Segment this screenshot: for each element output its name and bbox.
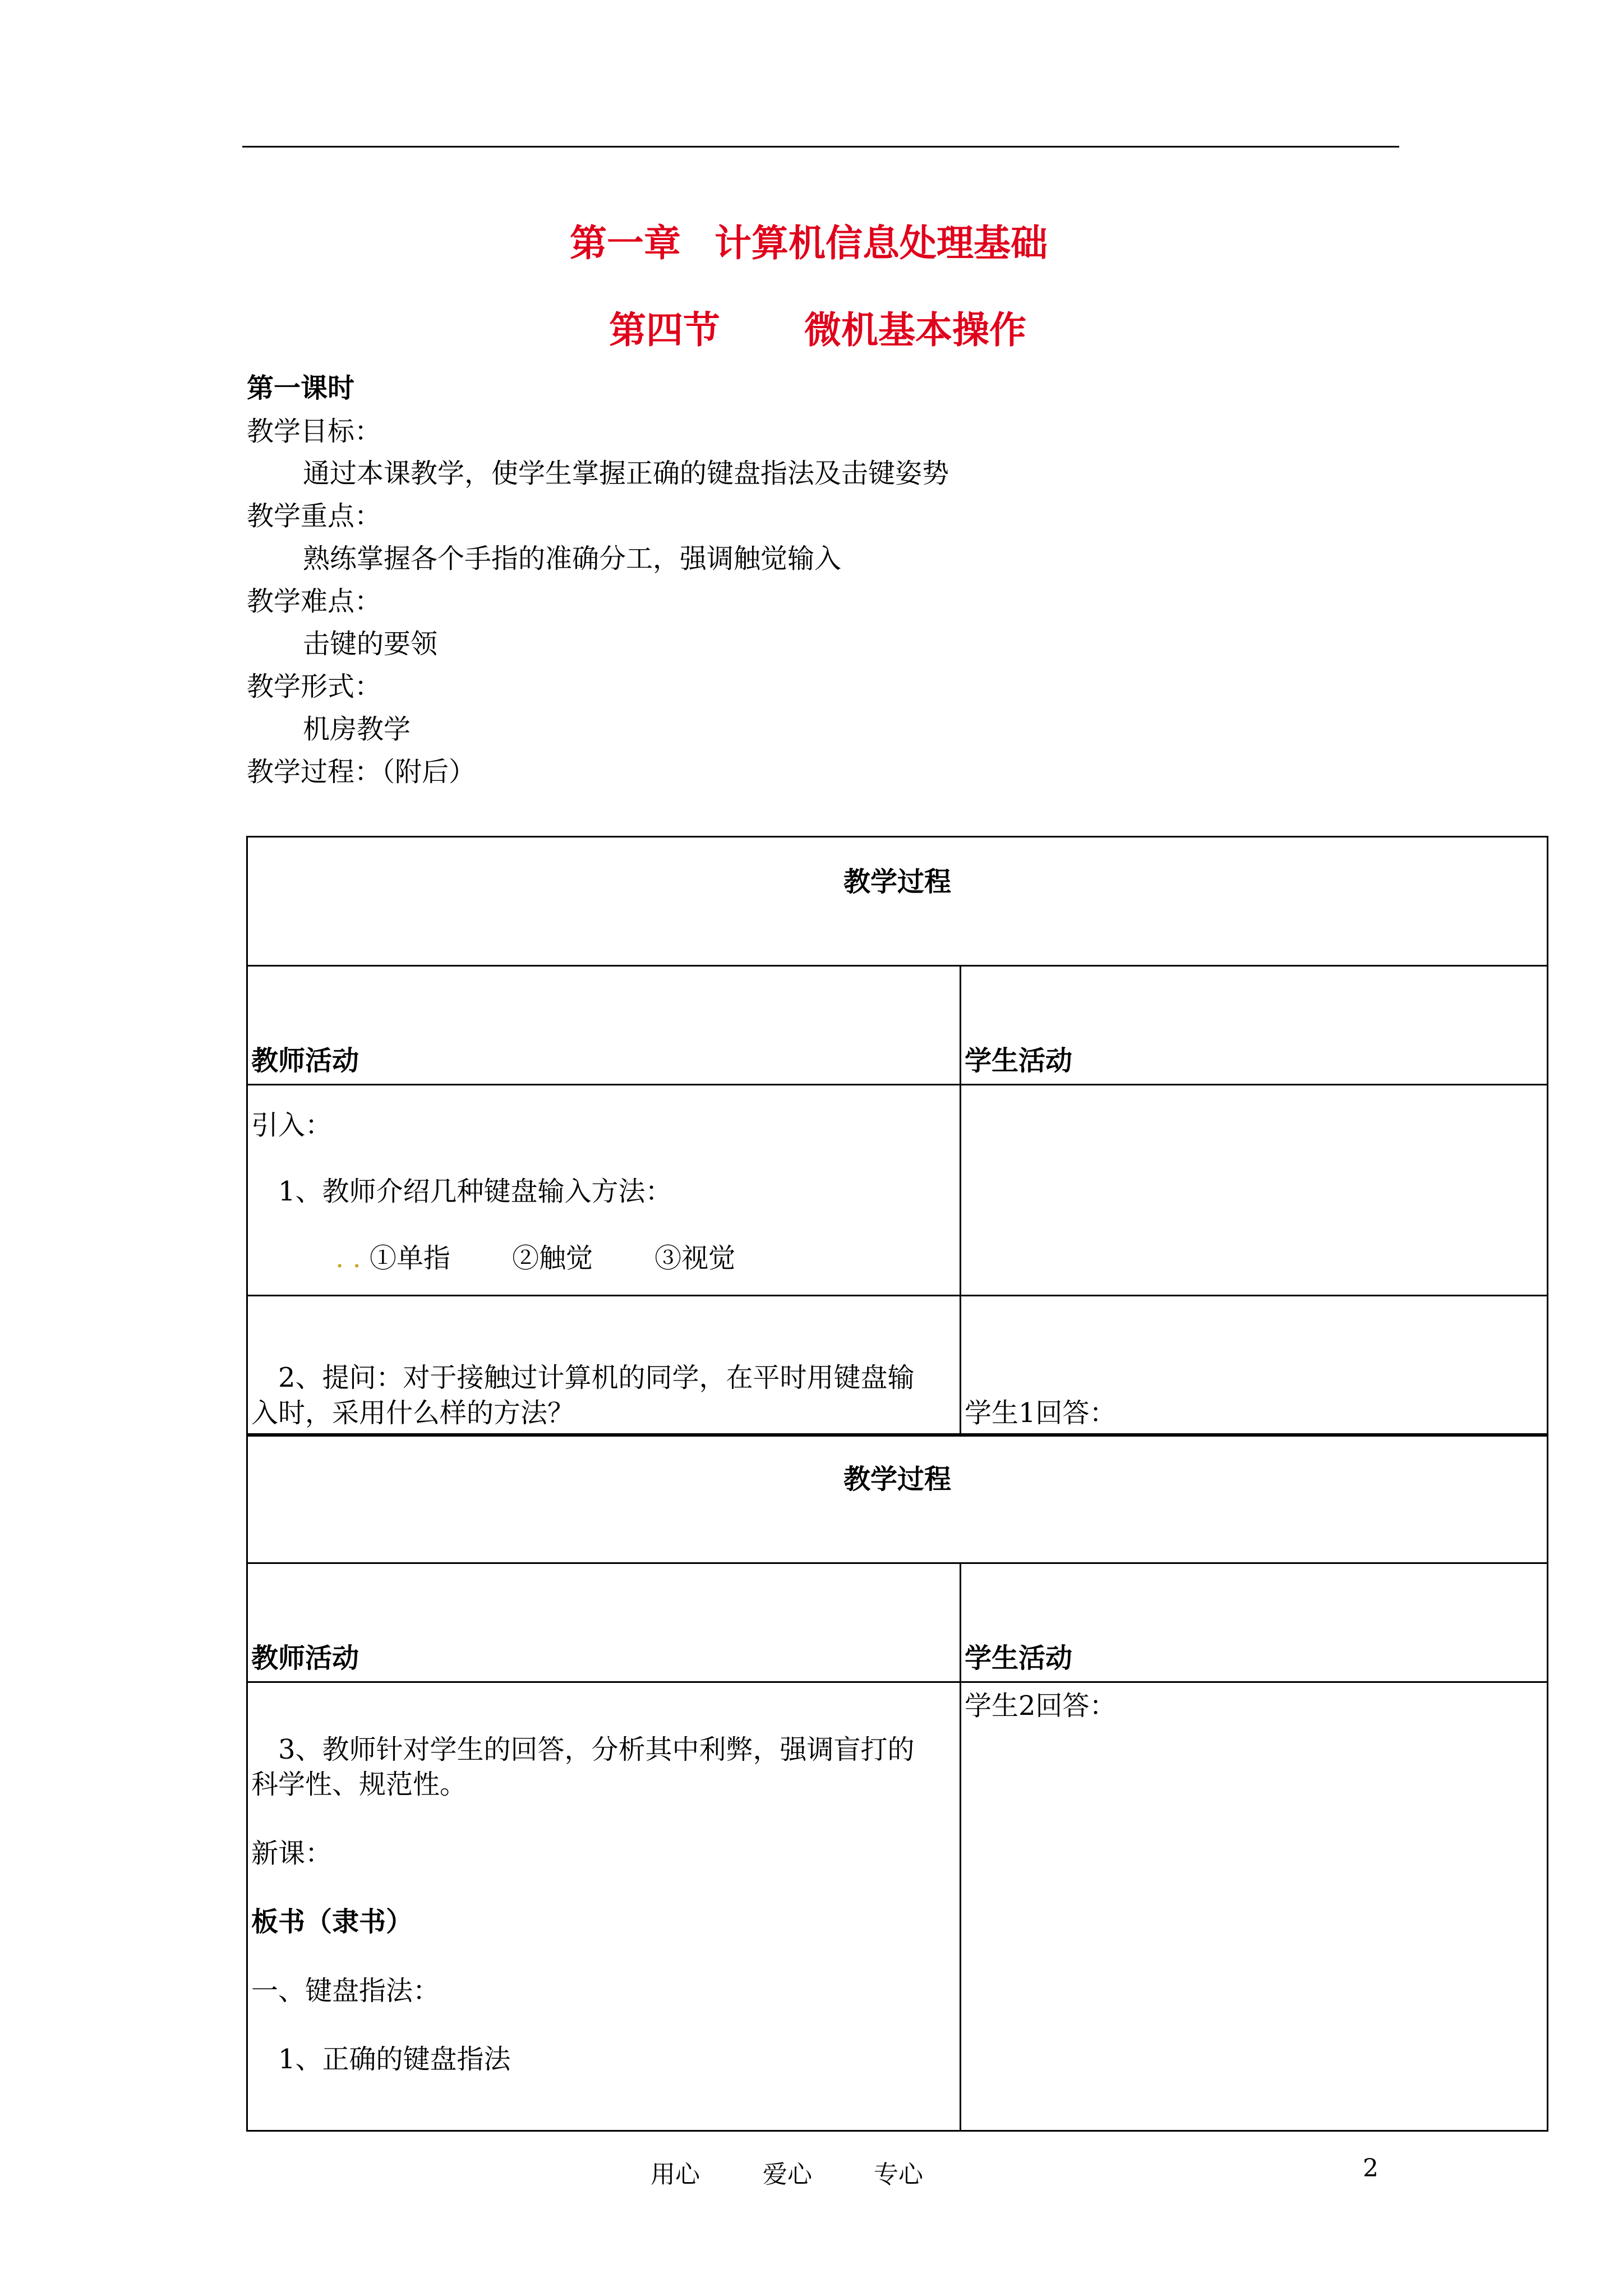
new-lesson-label: 新课： xyxy=(251,1837,333,1869)
difficulty-label: 教学难点： xyxy=(247,586,382,617)
difficulty-text: 击键的要领 xyxy=(303,628,438,660)
intro-cell xyxy=(247,1085,961,1296)
board-label: 板书（隶书） xyxy=(251,1906,413,1938)
chapter-subtitle: 计算机信息处理基础 xyxy=(714,221,1048,265)
method-single: ①单指 xyxy=(370,1242,451,1274)
item-2-line-1: 2、提问：对于接触过计算机的同学，在平时用键盘输 xyxy=(278,1362,915,1394)
new-lesson-cell xyxy=(247,1682,961,2131)
teacher-header: 教师活动 xyxy=(247,966,961,1085)
table-title: 教学过程 xyxy=(247,837,1548,966)
page-number: 2 xyxy=(1363,2154,1378,2183)
process-table-2 xyxy=(246,1433,1548,2132)
intro-label: 引入： xyxy=(251,1110,333,1141)
question-cell xyxy=(247,1296,961,1436)
methods-row xyxy=(251,1241,956,1276)
item-2-line-2: 入时，采用什么样的方法？ xyxy=(251,1397,575,1429)
item-3-line-1: 3、教师针对学生的回答，分析其中利弊，强调盲打的 xyxy=(278,1734,915,1765)
section-heading xyxy=(609,300,1026,353)
footer-motto-2: 爱心 xyxy=(763,2160,812,2189)
process-table-1 xyxy=(246,836,1548,1437)
process-label: 教学过程：（附后） xyxy=(247,756,476,788)
form-text: 机房教学 xyxy=(303,714,411,745)
table-title: 教学过程 xyxy=(247,1434,1548,1563)
header-rule xyxy=(242,146,1399,148)
item-1: 1、教师介绍几种键盘输入方法： xyxy=(278,1176,672,1208)
student-1-answer: 学生1回答： xyxy=(961,1296,1548,1436)
lesson-period: 第一课时 xyxy=(247,372,355,404)
goal-text: 通过本课教学，使学生掌握正确的键盘指法及击键姿势 xyxy=(303,458,949,489)
student-header: 学生活动 xyxy=(961,966,1548,1085)
form-label: 教学形式： xyxy=(247,671,382,702)
student-2-answer: 学生2回答： xyxy=(961,1682,1548,2131)
chapter-title: 第一章 xyxy=(570,221,681,265)
student-cell-empty xyxy=(961,1085,1548,1296)
footer-motto-3: 专心 xyxy=(874,2160,923,2189)
item-3-line-2: 科学性、规范性。 xyxy=(251,1769,467,1801)
method-visual: ③视觉 xyxy=(654,1242,736,1274)
key-text: 熟练掌握各个手指的准确分工，强调触觉输入 xyxy=(303,543,842,574)
teacher-header: 教师活动 xyxy=(247,1563,961,1682)
section-title: 微机基本操作 xyxy=(804,308,1026,352)
ink-mark: . . xyxy=(335,1242,361,1274)
section-one: 一、键盘指法： xyxy=(251,1975,440,2007)
student-header: 学生活动 xyxy=(961,1563,1548,1682)
section-number: 第四节 xyxy=(609,308,720,352)
method-touch: ②触觉 xyxy=(512,1242,593,1274)
key-label: 教学重点： xyxy=(247,500,382,532)
sub-one: 1、正确的键盘指法 xyxy=(278,2043,511,2075)
chapter-heading xyxy=(570,213,1048,266)
footer-motto-1: 用心 xyxy=(651,2160,700,2189)
goal-label: 教学目标： xyxy=(247,416,382,447)
